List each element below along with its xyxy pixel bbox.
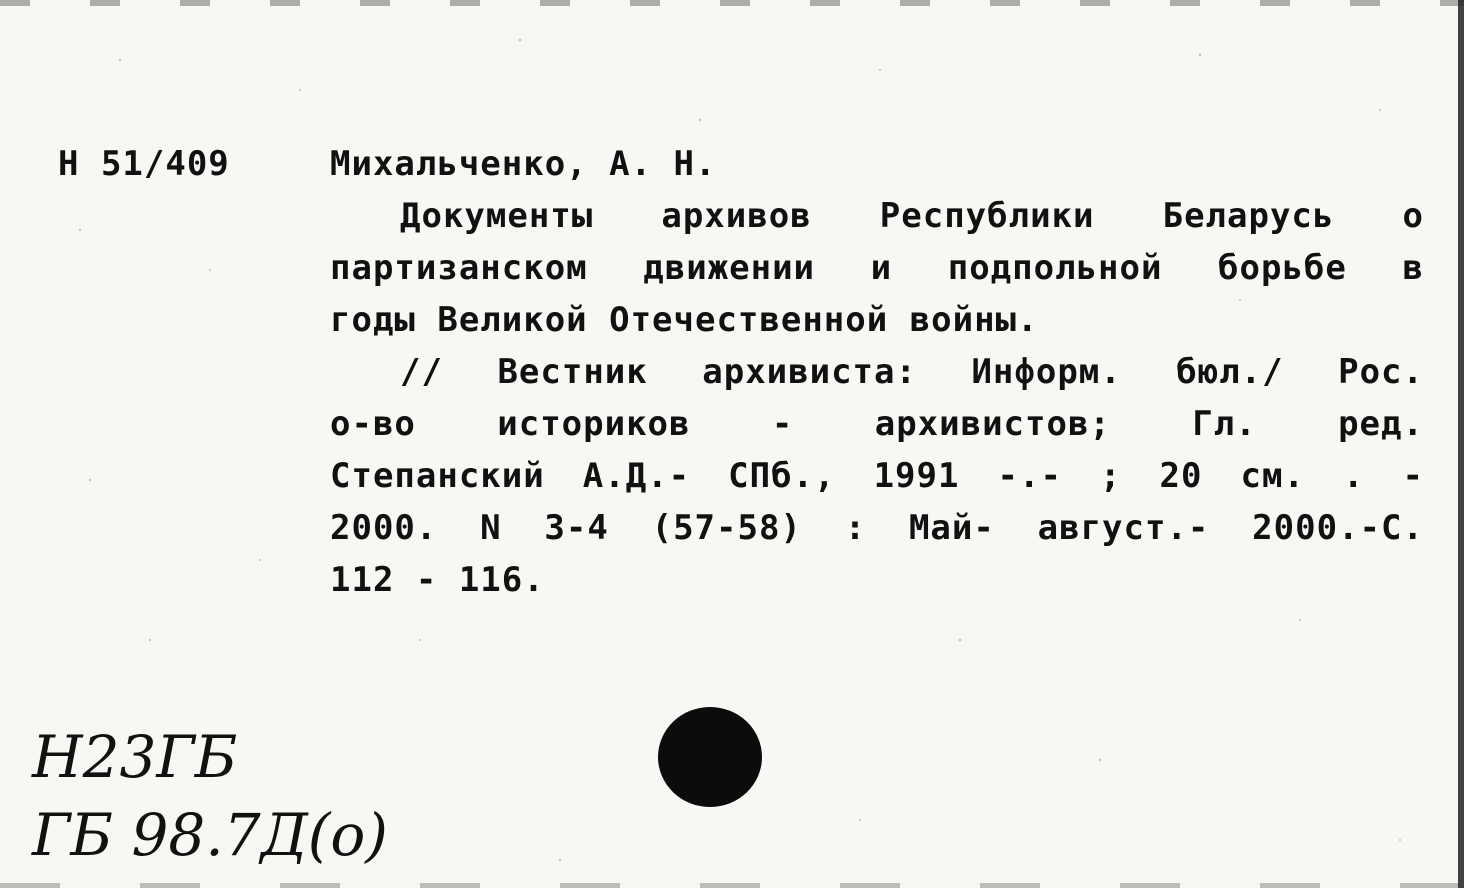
record-line-3: годы Великой Отечественной войны.: [330, 300, 1039, 340]
handwritten-classification-code: ГБ 98.7Д(о): [32, 801, 388, 869]
word: борьбе: [1218, 248, 1347, 288]
word: Рос.: [1338, 352, 1424, 392]
word: -.-: [997, 456, 1062, 496]
card-bottom-edge: [0, 883, 1464, 888]
word: о: [1402, 196, 1424, 236]
author-name: Михальченко, А. Н.: [330, 144, 717, 184]
word: и: [870, 248, 893, 288]
record-line-6: [330, 452, 1424, 500]
word: Информ.: [971, 352, 1122, 392]
record-line-1: [400, 192, 1424, 240]
word: партизанском: [330, 248, 588, 288]
record-line-2: [330, 244, 1424, 292]
word: N: [480, 508, 502, 548]
handwritten-location-code: Н23ГБ: [32, 723, 238, 791]
word: -: [771, 404, 794, 444]
word: ;: [1099, 456, 1122, 496]
word: А.Д.-: [582, 456, 691, 496]
record-line-5: [330, 400, 1424, 448]
word: историков: [497, 404, 691, 444]
word: (57-58): [651, 508, 802, 548]
word: Май-: [908, 508, 995, 548]
word: Вестник: [497, 352, 648, 392]
word: 2000.-С.: [1252, 508, 1424, 548]
word: //: [400, 352, 443, 392]
card-punch-hole: [658, 707, 762, 807]
word: в: [1402, 248, 1424, 288]
word: ред.: [1338, 404, 1424, 444]
word: Документы: [400, 196, 594, 236]
word: 20: [1159, 456, 1203, 496]
word: движении: [643, 248, 816, 288]
card-right-edge: [1458, 0, 1464, 888]
word: август.-: [1037, 508, 1210, 548]
word: 1991: [873, 456, 960, 496]
word: о-во: [330, 404, 416, 444]
card-top-edge: [0, 0, 1464, 6]
word: см.: [1240, 456, 1305, 496]
word: 2000.: [330, 508, 438, 548]
record-line-4: [400, 348, 1424, 396]
word: 3-4: [544, 508, 609, 548]
word: Республики: [879, 196, 1095, 236]
word: Гл.: [1192, 404, 1257, 444]
record-line-8: 112 - 116.: [330, 560, 545, 600]
word: .: [1342, 456, 1365, 496]
word: -: [1402, 456, 1424, 496]
word: бюл./: [1176, 352, 1284, 392]
word: архивистов;: [874, 404, 1111, 444]
word: :: [844, 508, 867, 548]
shelfmark: Н 51/409: [58, 144, 230, 184]
word: архивиста:: [702, 352, 917, 392]
word: СПб.,: [728, 456, 836, 496]
word: архивов: [661, 196, 812, 236]
word: Беларусь: [1162, 196, 1335, 236]
word: подпольной: [947, 248, 1163, 288]
word: Степанский: [330, 456, 545, 496]
record-line-7: [330, 504, 1424, 552]
